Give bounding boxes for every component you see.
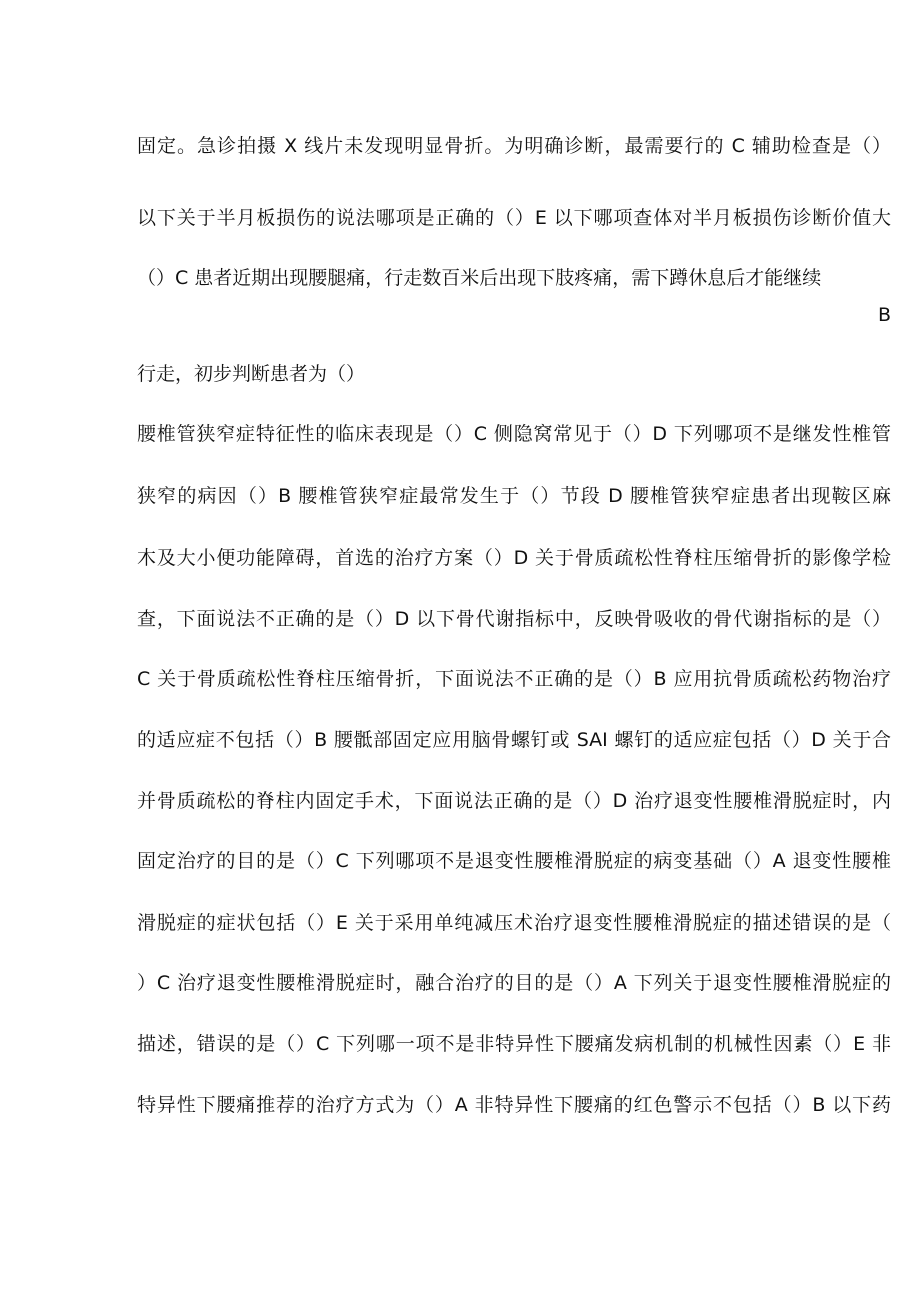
text-line-12: 并骨质疏松的脊柱内固定手术，下面说法正确的是（）D 治疗退变性腰椎滑脱症时，内 — [137, 790, 891, 812]
text-line-15: ）C 治疗退变性腰椎滑脱症时，融合治疗的目的是（）A 下列关于退变性腰椎滑脱症的 — [137, 972, 891, 994]
text-line-10: C 关于骨质疏松性脊柱压缩骨折，下面说法不正确的是（）B 应用抗骨质疏松药物治疗 — [137, 668, 891, 690]
text-line-17: 特异性下腰痛推荐的治疗方式为（）A 非特异性下腰痛的红色警示不包括（）B 以下药 — [137, 1094, 891, 1116]
text-line-16: 描述，错误的是（）C 下列哪一项不是非特异性下腰痛发病机制的机械性因素（）E 非 — [137, 1033, 891, 1055]
text-line-3: （）C 患者近期出现腰腿痛，行走数百米后出现下肢疼痛，需下蹲休息后才能继续 — [137, 267, 822, 289]
text-line-9: 查，下面说法不正确的是（）D 以下骨代谢指标中，反映骨吸收的骨代谢指标的是（） — [137, 608, 891, 630]
text-line-14: 滑脱症的症状包括（）E 关于采用单纯减压术治疗退变性腰椎滑脱症的描述错误的是（ — [137, 912, 891, 934]
text-line-7: 狭窄的病因（）B 腰椎管狭窄症最常发生于（）节段 D 腰椎管狭窄症患者出现鞍区麻 — [137, 485, 891, 507]
text-line-13: 固定治疗的目的是（）C 下列哪项不是退变性腰椎滑脱症的病变基础（）A 退变性腰椎 — [137, 850, 891, 872]
text-line-8: 木及大小便功能障碍，首选的治疗方案（）D 关于骨质疏松性脊柱压缩骨折的影像学检 — [137, 547, 891, 569]
text-line-1: 固定。急诊拍摄 X 线片未发现明显骨折。为明确诊断，最需要行的 C 辅助检查是（） — [137, 135, 891, 157]
text-line-5: 行走，初步判断患者为（） — [137, 363, 366, 385]
text-line-4: B — [877, 304, 891, 326]
text-line-6: 腰椎管狭窄症特征性的临床表现是（）C 侧隐窝常见于（）D 下列哪项不是继发性椎管 — [137, 423, 891, 445]
text-line-2: 以下关于半月板损伤的说法哪项是正确的（）E 以下哪项查体对半月板损伤诊断价值大 — [137, 207, 891, 229]
text-line-11: 的适应症不包括（）B 腰骶部固定应用脑骨螺钉或 SAI 螺钉的适应症包括（）D 关于合 — [137, 729, 891, 751]
